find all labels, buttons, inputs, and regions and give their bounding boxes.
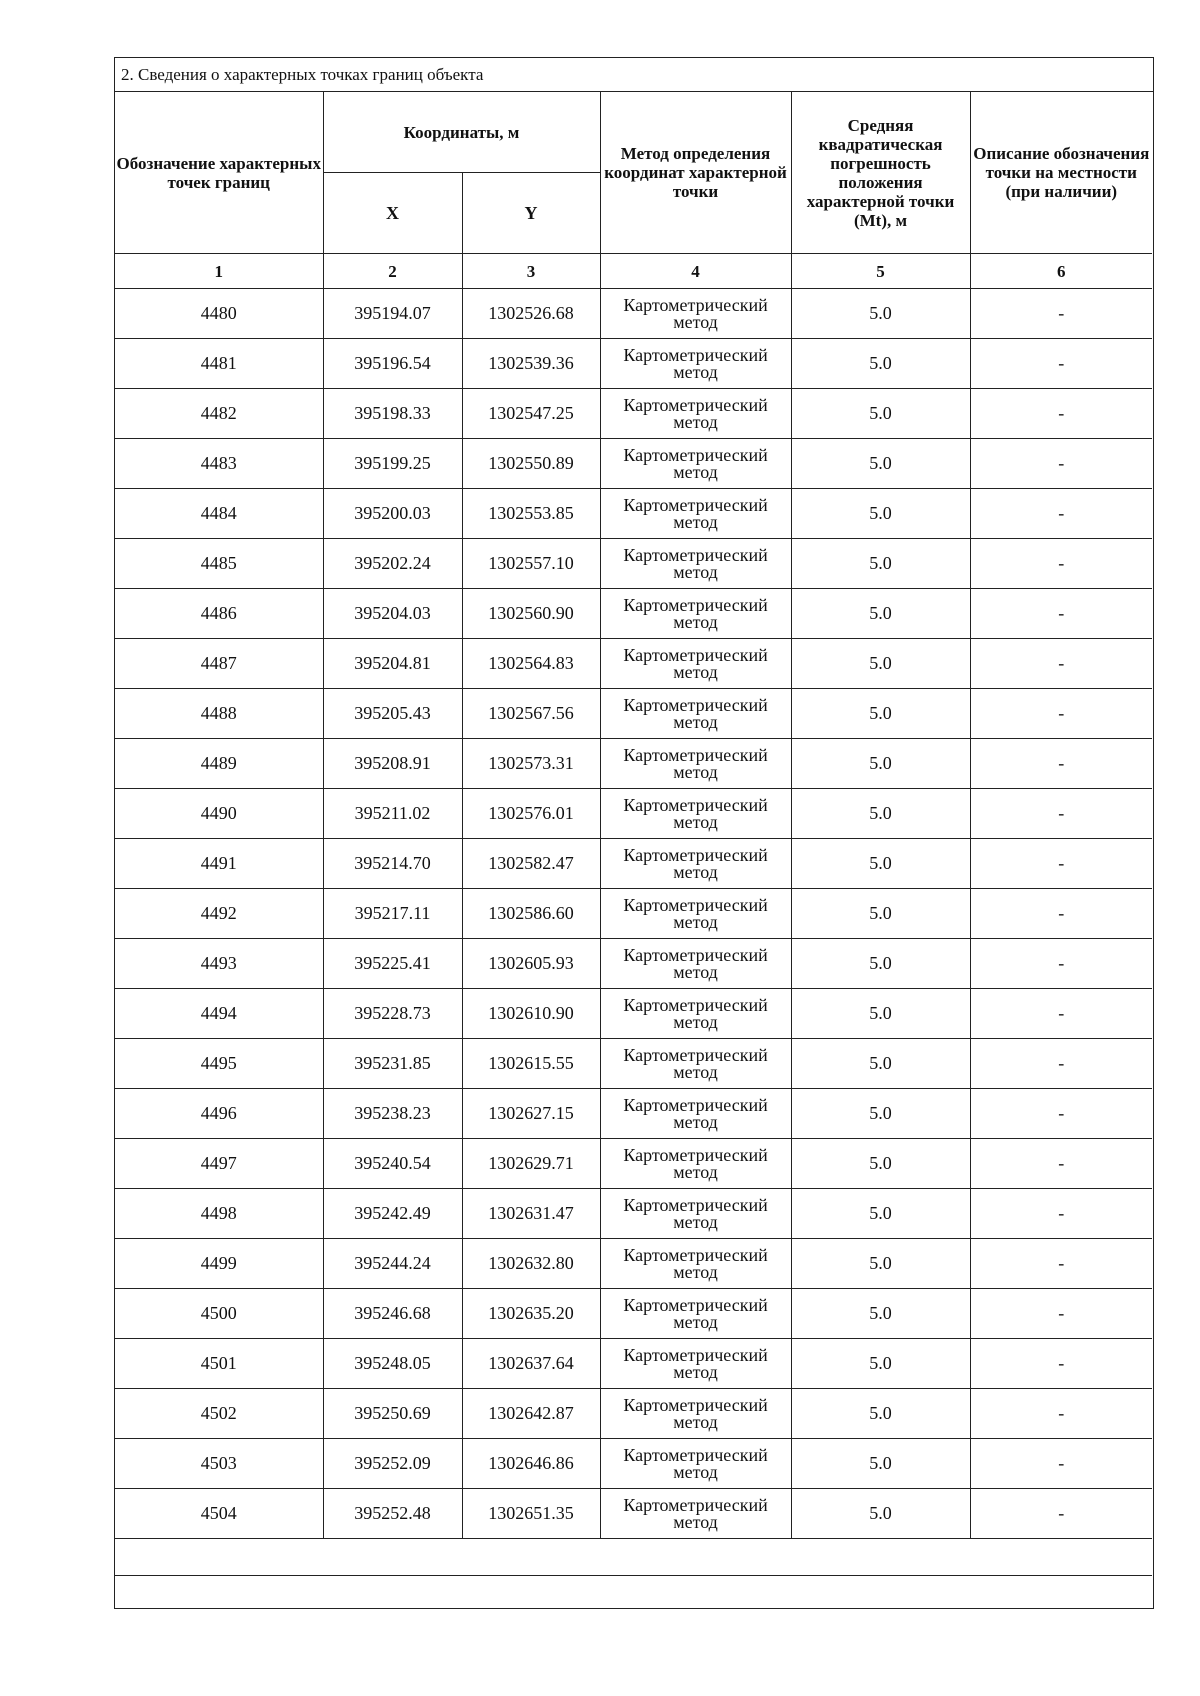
x-coordinate-cell: 395225.41 xyxy=(323,939,462,989)
method-cell: Картометрический метод xyxy=(600,289,791,339)
table-row xyxy=(115,1489,1152,1539)
y-coordinate-cell: 1302539.36 xyxy=(462,339,600,389)
point-id-cell: 4488 xyxy=(115,689,323,739)
point-id-cell: 4498 xyxy=(115,1189,323,1239)
x-coordinate-cell: 395204.81 xyxy=(323,639,462,689)
point-id-cell: 4497 xyxy=(115,1139,323,1189)
y-coordinate-cell: 1302646.86 xyxy=(462,1439,600,1489)
point-id-cell: 4481 xyxy=(115,339,323,389)
point-id-cell: 4504 xyxy=(115,1489,323,1539)
table-row xyxy=(115,839,1152,889)
method-cell: Картометрический метод xyxy=(600,889,791,939)
table-row xyxy=(115,1139,1152,1189)
table-row xyxy=(115,639,1152,689)
description-cell: - xyxy=(970,1489,1152,1539)
method-cell: Картометрический метод xyxy=(600,1039,791,1089)
table-row xyxy=(115,539,1152,589)
x-coordinate-cell: 395217.11 xyxy=(323,889,462,939)
description-cell: - xyxy=(970,1339,1152,1389)
method-cell: Картометрический метод xyxy=(600,739,791,789)
column-number-row xyxy=(115,254,1152,289)
point-id-cell: 4484 xyxy=(115,489,323,539)
description-cell: - xyxy=(970,589,1152,639)
mean-square-error-cell: 5.0 xyxy=(791,1189,970,1239)
method-cell: Картометрический метод xyxy=(600,539,791,589)
table-header xyxy=(115,92,1152,289)
x-coordinate-cell: 395242.49 xyxy=(323,1189,462,1239)
mean-square-error-cell: 5.0 xyxy=(791,839,970,889)
method-cell: Картометрический метод xyxy=(600,839,791,889)
x-coordinate-cell: 395214.70 xyxy=(323,839,462,889)
table-row xyxy=(115,589,1152,639)
description-cell: - xyxy=(970,1189,1152,1239)
header-point-description: Описание обозначения точки на местности (при наличии) xyxy=(970,92,1152,254)
x-coordinate-cell: 395228.73 xyxy=(323,989,462,1039)
x-coordinate-cell: 395194.07 xyxy=(323,289,462,339)
table-row xyxy=(115,789,1152,839)
y-coordinate-cell: 1302632.80 xyxy=(462,1239,600,1289)
x-coordinate-cell: 395231.85 xyxy=(323,1039,462,1089)
y-coordinate-cell: 1302631.47 xyxy=(462,1189,600,1239)
x-coordinate-cell: 395252.48 xyxy=(323,1489,462,1539)
description-cell: - xyxy=(970,1439,1152,1489)
x-coordinate-cell: 395240.54 xyxy=(323,1139,462,1189)
header-coordinates: Координаты, м xyxy=(323,92,600,173)
header-method: Метод определения координат характерной точки xyxy=(600,92,791,254)
method-cell: Картометрический метод xyxy=(600,489,791,539)
table-row xyxy=(115,1289,1152,1339)
point-id-cell: 4482 xyxy=(115,389,323,439)
point-id-cell: 4483 xyxy=(115,439,323,489)
mean-square-error-cell: 5.0 xyxy=(791,739,970,789)
x-coordinate-cell: 395211.02 xyxy=(323,789,462,839)
y-coordinate-cell: 1302615.55 xyxy=(462,1039,600,1089)
method-cell: Картометрический метод xyxy=(600,1289,791,1339)
description-cell: - xyxy=(970,539,1152,589)
x-coordinate-cell: 395246.68 xyxy=(323,1289,462,1339)
point-id-cell: 4490 xyxy=(115,789,323,839)
x-coordinate-cell: 395196.54 xyxy=(323,339,462,389)
description-cell: - xyxy=(970,989,1152,1039)
table-row xyxy=(115,1389,1152,1439)
y-coordinate-cell: 1302547.25 xyxy=(462,389,600,439)
header-mean-square-error: Средняя квадратическая погрешность положения характерной точки (Mt), м xyxy=(791,92,970,254)
point-id-cell: 4492 xyxy=(115,889,323,939)
table-row xyxy=(115,1239,1152,1289)
point-id-cell: 4493 xyxy=(115,939,323,989)
empty-cell xyxy=(115,1539,1152,1576)
table-row xyxy=(115,339,1152,389)
y-coordinate-cell: 1302526.68 xyxy=(462,289,600,339)
mean-square-error-cell: 5.0 xyxy=(791,289,970,339)
description-cell: - xyxy=(970,1389,1152,1439)
mean-square-error-cell: 5.0 xyxy=(791,989,970,1039)
column-number: 6 xyxy=(970,254,1152,289)
method-cell: Картометрический метод xyxy=(600,1439,791,1489)
method-cell: Картометрический метод xyxy=(600,439,791,489)
column-number: 2 xyxy=(323,254,462,289)
y-coordinate-cell: 1302627.15 xyxy=(462,1089,600,1139)
table-row xyxy=(115,1089,1152,1139)
description-cell: - xyxy=(970,1139,1152,1189)
description-cell: - xyxy=(970,739,1152,789)
table-row xyxy=(115,1439,1152,1489)
table-row xyxy=(115,489,1152,539)
x-coordinate-cell: 395200.03 xyxy=(323,489,462,539)
description-cell: - xyxy=(970,489,1152,539)
x-coordinate-cell: 395244.24 xyxy=(323,1239,462,1289)
column-number: 1 xyxy=(115,254,323,289)
y-coordinate-cell: 1302610.90 xyxy=(462,989,600,1039)
table-row xyxy=(115,1189,1152,1239)
method-cell: Картометрический метод xyxy=(600,789,791,839)
boundary-points-table xyxy=(115,92,1152,1576)
y-coordinate-cell: 1302586.60 xyxy=(462,889,600,939)
mean-square-error-cell: 5.0 xyxy=(791,1239,970,1289)
table-row xyxy=(115,289,1152,339)
method-cell: Картометрический метод xyxy=(600,1239,791,1289)
x-coordinate-cell: 395238.23 xyxy=(323,1089,462,1139)
method-cell: Картометрический метод xyxy=(600,1389,791,1439)
point-id-cell: 4501 xyxy=(115,1339,323,1389)
y-coordinate-cell: 1302553.85 xyxy=(462,489,600,539)
point-id-cell: 4494 xyxy=(115,989,323,1039)
method-cell: Картометрический метод xyxy=(600,989,791,1039)
y-coordinate-cell: 1302605.93 xyxy=(462,939,600,989)
y-coordinate-cell: 1302557.10 xyxy=(462,539,600,589)
table-row xyxy=(115,939,1152,989)
header-point-designation: Обозначение характерных точек границ xyxy=(115,92,323,254)
table-row xyxy=(115,389,1152,439)
table-row xyxy=(115,439,1152,489)
description-cell: - xyxy=(970,789,1152,839)
y-coordinate-cell: 1302635.20 xyxy=(462,1289,600,1339)
y-coordinate-cell: 1302642.87 xyxy=(462,1389,600,1439)
description-cell: - xyxy=(970,1089,1152,1139)
method-cell: Картометрический метод xyxy=(600,689,791,739)
point-id-cell: 4487 xyxy=(115,639,323,689)
x-coordinate-cell: 395208.91 xyxy=(323,739,462,789)
mean-square-error-cell: 5.0 xyxy=(791,639,970,689)
mean-square-error-cell: 5.0 xyxy=(791,789,970,839)
method-cell: Картометрический метод xyxy=(600,589,791,639)
description-cell: - xyxy=(970,1239,1152,1289)
point-id-cell: 4495 xyxy=(115,1039,323,1089)
method-cell: Картометрический метод xyxy=(600,639,791,689)
x-coordinate-cell: 395248.05 xyxy=(323,1339,462,1389)
mean-square-error-cell: 5.0 xyxy=(791,1389,970,1439)
column-number: 3 xyxy=(462,254,600,289)
section-title: 2. Сведения о характерных точках границ объекта xyxy=(115,58,1153,92)
y-coordinate-cell: 1302550.89 xyxy=(462,439,600,489)
description-cell: - xyxy=(970,639,1152,689)
y-coordinate-cell: 1302651.35 xyxy=(462,1489,600,1539)
x-coordinate-cell: 395252.09 xyxy=(323,1439,462,1489)
empty-row xyxy=(115,1539,1152,1576)
mean-square-error-cell: 5.0 xyxy=(791,939,970,989)
description-cell: - xyxy=(970,839,1152,889)
y-coordinate-cell: 1302567.56 xyxy=(462,689,600,739)
table-row xyxy=(115,989,1152,1039)
method-cell: Картометрический метод xyxy=(600,1089,791,1139)
table-row xyxy=(115,889,1152,939)
x-coordinate-cell: 395198.33 xyxy=(323,389,462,439)
mean-square-error-cell: 5.0 xyxy=(791,1139,970,1189)
y-coordinate-cell: 1302576.01 xyxy=(462,789,600,839)
description-cell: - xyxy=(970,939,1152,989)
mean-square-error-cell: 5.0 xyxy=(791,889,970,939)
description-cell: - xyxy=(970,389,1152,439)
point-id-cell: 4480 xyxy=(115,289,323,339)
point-id-cell: 4491 xyxy=(115,839,323,889)
point-id-cell: 4489 xyxy=(115,739,323,789)
y-coordinate-cell: 1302573.31 xyxy=(462,739,600,789)
mean-square-error-cell: 5.0 xyxy=(791,389,970,439)
y-coordinate-cell: 1302637.64 xyxy=(462,1339,600,1389)
method-cell: Картометрический метод xyxy=(600,1339,791,1389)
mean-square-error-cell: 5.0 xyxy=(791,539,970,589)
description-cell: - xyxy=(970,1039,1152,1089)
table-row xyxy=(115,1039,1152,1089)
description-cell: - xyxy=(970,289,1152,339)
mean-square-error-cell: 5.0 xyxy=(791,439,970,489)
method-cell: Картометрический метод xyxy=(600,339,791,389)
point-id-cell: 4502 xyxy=(115,1389,323,1439)
mean-square-error-cell: 5.0 xyxy=(791,1089,970,1139)
mean-square-error-cell: 5.0 xyxy=(791,1289,970,1339)
header-y: Y xyxy=(462,173,600,254)
mean-square-error-cell: 5.0 xyxy=(791,339,970,389)
x-coordinate-cell: 395199.25 xyxy=(323,439,462,489)
description-cell: - xyxy=(970,689,1152,739)
method-cell: Картометрический метод xyxy=(600,1489,791,1539)
point-id-cell: 4499 xyxy=(115,1239,323,1289)
mean-square-error-cell: 5.0 xyxy=(791,1439,970,1489)
table-row xyxy=(115,1339,1152,1389)
point-id-cell: 4500 xyxy=(115,1289,323,1339)
y-coordinate-cell: 1302564.83 xyxy=(462,639,600,689)
mean-square-error-cell: 5.0 xyxy=(791,1489,970,1539)
x-coordinate-cell: 395205.43 xyxy=(323,689,462,739)
description-cell: - xyxy=(970,339,1152,389)
column-number: 4 xyxy=(600,254,791,289)
point-id-cell: 4486 xyxy=(115,589,323,639)
x-coordinate-cell: 395202.24 xyxy=(323,539,462,589)
description-cell: - xyxy=(970,439,1152,489)
description-cell: - xyxy=(970,889,1152,939)
x-coordinate-cell: 395204.03 xyxy=(323,589,462,639)
y-coordinate-cell: 1302582.47 xyxy=(462,839,600,889)
point-id-cell: 4503 xyxy=(115,1439,323,1489)
point-id-cell: 4496 xyxy=(115,1089,323,1139)
table-body xyxy=(115,289,1152,1576)
mean-square-error-cell: 5.0 xyxy=(791,1339,970,1389)
description-cell: - xyxy=(970,1289,1152,1339)
y-coordinate-cell: 1302560.90 xyxy=(462,589,600,639)
point-id-cell: 4485 xyxy=(115,539,323,589)
method-cell: Картометрический метод xyxy=(600,939,791,989)
y-coordinate-cell: 1302629.71 xyxy=(462,1139,600,1189)
mean-square-error-cell: 5.0 xyxy=(791,1039,970,1089)
method-cell: Картометрический метод xyxy=(600,1189,791,1239)
x-coordinate-cell: 395250.69 xyxy=(323,1389,462,1439)
header-x: X xyxy=(323,173,462,254)
mean-square-error-cell: 5.0 xyxy=(791,489,970,539)
mean-square-error-cell: 5.0 xyxy=(791,589,970,639)
mean-square-error-cell: 5.0 xyxy=(791,689,970,739)
method-cell: Картометрический метод xyxy=(600,389,791,439)
document-sheet xyxy=(114,57,1154,1609)
method-cell: Картометрический метод xyxy=(600,1139,791,1189)
column-number: 5 xyxy=(791,254,970,289)
table-row xyxy=(115,689,1152,739)
table-row xyxy=(115,739,1152,789)
